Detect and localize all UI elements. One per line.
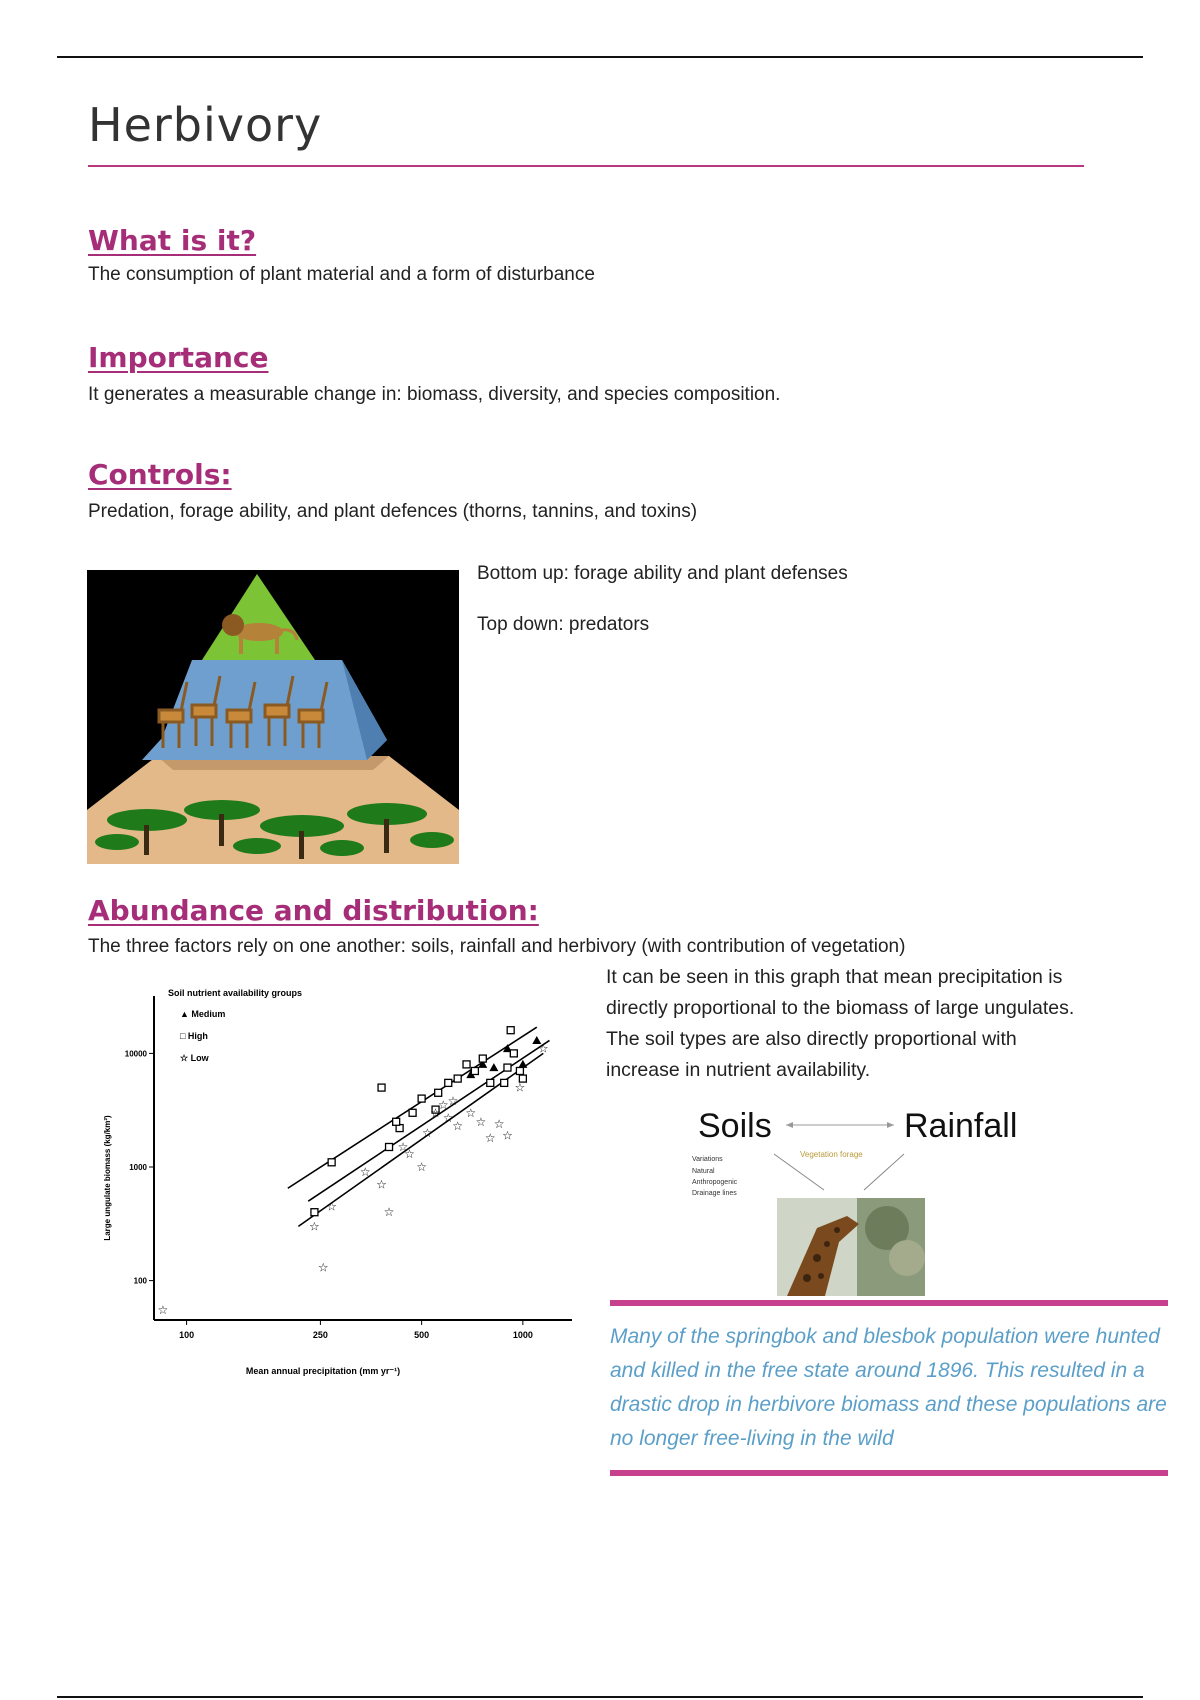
- data-point-high: [409, 1109, 416, 1116]
- what-text: The consumption of plant material and a form of disturbance: [88, 264, 595, 285]
- biomass-precipitation-graph: [88, 972, 582, 1380]
- data-point-high: [311, 1209, 318, 1216]
- page-title: Herbivory: [88, 98, 323, 152]
- data-point-low: ☆: [421, 1125, 433, 1140]
- y-axis-label: Large ungulate biomass (kg/km²): [103, 1115, 112, 1241]
- data-point-low: ☆: [309, 1219, 320, 1234]
- predator-tier: [202, 574, 315, 660]
- data-point-low: ☆: [447, 1094, 459, 1109]
- variations-title: Variations: [692, 1156, 723, 1163]
- data-point-high: [454, 1075, 461, 1082]
- data-point-low: ☆: [514, 1080, 526, 1095]
- top-rule: [57, 56, 1143, 58]
- data-point-high: [386, 1143, 393, 1150]
- legend-entry: ☆ Low: [180, 1053, 209, 1063]
- data-point-high: [435, 1089, 442, 1096]
- data-point-low: ☆: [157, 1303, 169, 1318]
- data-point-low: ☆: [404, 1147, 415, 1162]
- y-tick-label: 10000: [124, 1049, 147, 1059]
- rainfall-label: Rainfall: [904, 1107, 1018, 1145]
- quote-top-border: [610, 1300, 1168, 1306]
- vegetation-label: Vegetation forage: [800, 1150, 863, 1159]
- springbok-quote: Many of the springbok and blesbok population were hunted and killed in the free state around 1896. This resulted in a drastic drop in herbivore biomass and these populations are no longer free-living in the wild: [610, 1325, 1167, 1450]
- data-point-low: ☆: [475, 1114, 487, 1129]
- data-point-low: ☆: [326, 1199, 338, 1214]
- trend-line: [308, 1040, 549, 1201]
- data-point-low: ☆: [317, 1260, 329, 1275]
- data-point-high: [516, 1067, 523, 1074]
- heading-importance: Importance: [88, 341, 269, 374]
- data-point-low: ☆: [430, 1105, 441, 1120]
- data-point-high: [504, 1064, 511, 1071]
- data-point-high: [471, 1067, 478, 1074]
- data-point-low: ☆: [502, 1128, 513, 1143]
- data-point-low: ☆: [383, 1205, 395, 1220]
- data-point-high: [501, 1079, 508, 1086]
- chart-title: Soil nutrient availability groups: [168, 988, 303, 998]
- heading-what-is-it: What is it?: [88, 224, 257, 257]
- x-tick-label: 500: [414, 1330, 430, 1340]
- soils-rainfall-diagram: [682, 1100, 1072, 1300]
- bottom-up-text: Bottom up: forage ability and plant defenses: [477, 563, 848, 584]
- legend-entry: □ High: [180, 1031, 208, 1041]
- trend-line: [288, 1027, 537, 1188]
- data-point-low: ☆: [484, 1130, 496, 1145]
- y-tick-label: 1000: [129, 1162, 147, 1172]
- data-point-high: [445, 1079, 452, 1086]
- top-down-text: Top down: predators: [477, 614, 650, 635]
- x-tick-label: 100: [179, 1330, 195, 1340]
- x-tick-label: 1000: [512, 1330, 533, 1340]
- x-tick-label: 250: [312, 1330, 328, 1340]
- data-point-high: [463, 1061, 470, 1068]
- data-point-low: ☆: [442, 1110, 454, 1125]
- data-point-high: [507, 1027, 514, 1034]
- quote-bottom-border: [610, 1470, 1168, 1476]
- data-point-low: ☆: [493, 1116, 505, 1131]
- variation-item: Anthropogenic: [692, 1179, 738, 1186]
- title-underline: [88, 165, 1084, 167]
- data-point-high: [510, 1050, 517, 1057]
- data-point-low: ☆: [437, 1098, 449, 1113]
- variation-item: Natural: [692, 1168, 715, 1175]
- x-axis-label: Mean annual precipitation (mm yr⁻¹): [245, 1366, 401, 1376]
- data-point-high: [479, 1055, 486, 1062]
- data-point-low: ☆: [537, 1041, 549, 1056]
- trophic-pyramid-image: [87, 570, 459, 864]
- data-point-low: ☆: [452, 1118, 464, 1133]
- importance-text: It generates a measurable change in: biomass, diversity, and species composition.: [88, 384, 781, 405]
- abundance-text: The three factors rely on one another: soils, rainfall and herbivory (with contribution of vegetation): [88, 936, 906, 957]
- data-point-low: ☆: [465, 1105, 477, 1120]
- legend-entry: ▲ Medium: [180, 1009, 226, 1019]
- soils-label: Soils: [698, 1107, 772, 1145]
- data-point-high: [393, 1118, 400, 1125]
- heading-abundance: Abundance and distribution:: [88, 894, 539, 927]
- variation-item: Drainage lines: [692, 1190, 737, 1197]
- data-point-high: [328, 1159, 335, 1166]
- giraffe-photo: [777, 1198, 925, 1296]
- data-point-high: [418, 1095, 425, 1102]
- controls-text: Predation, forage ability, and plant defences (thorns, tannins, and toxins): [88, 501, 698, 522]
- data-point-high: [378, 1084, 385, 1091]
- data-point-low: ☆: [376, 1177, 387, 1192]
- data-point-low: ☆: [397, 1139, 409, 1154]
- data-point-medium: [489, 1063, 498, 1071]
- data-point-low: ☆: [416, 1159, 428, 1174]
- data-point-high: [487, 1079, 494, 1086]
- graph-explanation-text: It can be seen in this graph that mean precipitation is directly proportional to the biomass of large ungulates. The soil types are also directly proportional with increase in nutrient availability.: [606, 966, 1075, 1081]
- bottom-rule: [57, 1696, 1143, 1698]
- data-point-low: ☆: [359, 1165, 371, 1180]
- y-tick-label: 100: [133, 1276, 147, 1286]
- heading-controls: Controls:: [88, 458, 232, 491]
